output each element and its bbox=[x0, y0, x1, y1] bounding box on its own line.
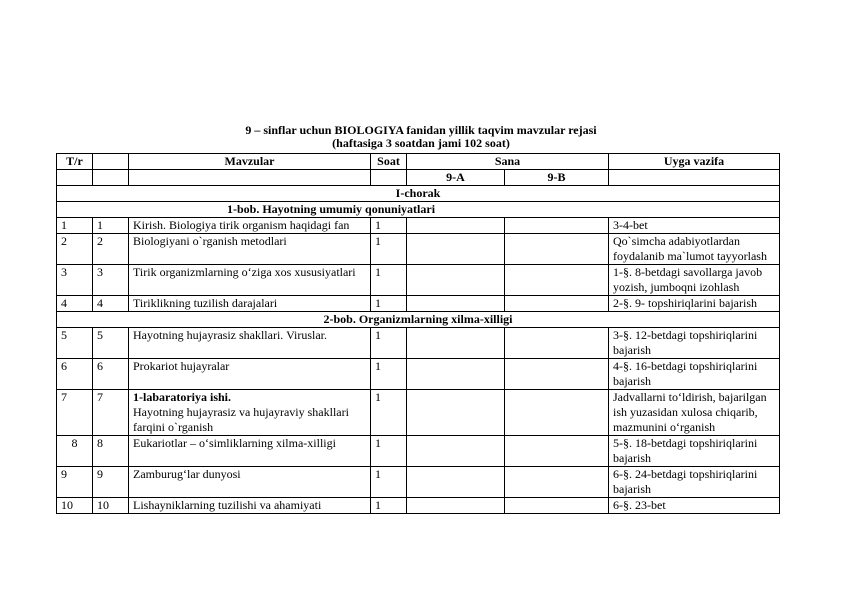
table-row bbox=[57, 467, 780, 498]
header-class-a: 9-A bbox=[407, 170, 505, 186]
header-mavzular: Mavzular bbox=[129, 154, 371, 170]
hours-cell: 1 bbox=[371, 359, 407, 390]
date-9b-cell bbox=[505, 234, 609, 265]
date-9b-cell bbox=[505, 390, 609, 436]
table-row bbox=[57, 359, 780, 390]
date-9a-cell bbox=[407, 328, 505, 359]
row-number: 1 bbox=[57, 218, 93, 234]
homework-cell: 3-§. 12-betdagi topshiriqlarini bajarish bbox=[609, 328, 780, 359]
plan-table bbox=[56, 153, 780, 514]
date-9b-cell bbox=[505, 296, 609, 312]
row-number: 4 bbox=[57, 296, 93, 312]
table-row bbox=[57, 218, 780, 234]
homework-cell: 6-§. 24-betdagi topshiriqlarini bajarish bbox=[609, 467, 780, 498]
lesson-number: 4 bbox=[93, 296, 129, 312]
table-row bbox=[57, 436, 780, 467]
header-row bbox=[57, 154, 780, 170]
date-9b-cell bbox=[505, 467, 609, 498]
date-9a-cell bbox=[407, 390, 505, 436]
topic-heading: 1-labaratoriya ishi. bbox=[133, 390, 231, 404]
table-row bbox=[57, 390, 780, 436]
topic-cell: Lishayniklarning tuzilishi va ahamiyati bbox=[129, 498, 371, 514]
homework-cell: 2-§. 9- topshiriqlarini bajarish bbox=[609, 296, 780, 312]
date-9b-cell bbox=[505, 436, 609, 467]
date-9a-cell bbox=[407, 436, 505, 467]
row-number: 8 bbox=[57, 436, 93, 467]
row-number: 6 bbox=[57, 359, 93, 390]
topic-cell: Zamburug‘lar dunyosi bbox=[129, 467, 371, 498]
document-subtitle: (haftasiga 3 soatdan jami 102 soat) bbox=[332, 136, 510, 150]
hours-cell: 1 bbox=[371, 467, 407, 498]
date-9a-cell bbox=[407, 218, 505, 234]
lesson-number: 1 bbox=[93, 218, 129, 234]
table-row bbox=[57, 265, 780, 296]
topic-cell: Hayotning hujayrasiz shakllari. Viruslar. bbox=[129, 328, 371, 359]
lesson-number: 7 bbox=[93, 390, 129, 436]
hours-cell: 1 bbox=[371, 218, 407, 234]
topic-cell: Tiriklikning tuzilish darajalari bbox=[129, 296, 371, 312]
homework-cell: Jadvallarni to‘ldirish, bajarilgan ish yuzasidan xulosa chiqarib, mazmunini o‘rganish bbox=[609, 390, 780, 436]
subheader-row bbox=[57, 170, 780, 186]
table-row bbox=[57, 328, 780, 359]
date-9b-cell bbox=[505, 498, 609, 514]
date-9a-cell bbox=[407, 359, 505, 390]
topic-cell: Prokariot hujayralar bbox=[129, 359, 371, 390]
table-row bbox=[57, 234, 780, 265]
homework-cell: Qo`simcha adabiyotlardan foydalanib ma`lumot tayyorlash bbox=[609, 234, 780, 265]
chapter-title: 1-bob. Hayotning umumiy qonuniyatlari bbox=[57, 202, 780, 218]
date-9a-cell bbox=[407, 234, 505, 265]
row-number: 3 bbox=[57, 265, 93, 296]
topic-cell: Biologiyani o`rganish metodlari bbox=[129, 234, 371, 265]
lesson-number: 8 bbox=[93, 436, 129, 467]
date-9a-cell bbox=[407, 498, 505, 514]
row-number: 10 bbox=[57, 498, 93, 514]
quarter-row bbox=[57, 186, 780, 202]
chapter-row bbox=[57, 312, 780, 328]
date-9a-cell bbox=[407, 265, 505, 296]
homework-cell: 6-§. 23-bet bbox=[609, 498, 780, 514]
date-9b-cell bbox=[505, 328, 609, 359]
header-tr: T/r bbox=[57, 154, 93, 170]
lesson-number: 6 bbox=[93, 359, 129, 390]
header-empty bbox=[93, 154, 129, 170]
table-row bbox=[57, 498, 780, 514]
hours-cell: 1 bbox=[371, 265, 407, 296]
hours-cell: 1 bbox=[371, 234, 407, 265]
header-soat: Soat bbox=[371, 154, 407, 170]
document-title: 9 – sinflar uchun BIOLOGIYA fanidan yillik taqvim mavzular rejasi bbox=[245, 123, 597, 137]
header-uyga-vazifa: Uyga vazifa bbox=[609, 154, 780, 170]
quarter-label: I-chorak bbox=[57, 186, 780, 202]
hours-cell: 1 bbox=[371, 296, 407, 312]
table-row bbox=[57, 296, 780, 312]
date-9a-cell bbox=[407, 296, 505, 312]
header-sana: Sana bbox=[407, 154, 609, 170]
hours-cell: 1 bbox=[371, 498, 407, 514]
homework-cell: 5-§. 18-betdagi topshiriqlarini bajarish bbox=[609, 436, 780, 467]
chapter-title: 2-bob. Organizmlarning xilma-xilligi bbox=[57, 312, 780, 328]
topic-cell: Kirish. Biologiya tirik organism haqidagi fan bbox=[129, 218, 371, 234]
hours-cell: 1 bbox=[371, 328, 407, 359]
topic-cell: Eukariotlar – o‘simliklarning xilma-xilligi bbox=[129, 436, 371, 467]
lesson-number: 5 bbox=[93, 328, 129, 359]
lesson-number: 9 bbox=[93, 467, 129, 498]
date-9b-cell bbox=[505, 265, 609, 296]
homework-cell: 1-§. 8-betdagi savollarga javob yozish, jumboqni izohlash bbox=[609, 265, 780, 296]
topic-cell bbox=[129, 390, 371, 436]
row-number: 7 bbox=[57, 390, 93, 436]
lesson-number: 10 bbox=[93, 498, 129, 514]
homework-cell: 3-4-bet bbox=[609, 218, 780, 234]
hours-cell: 1 bbox=[371, 390, 407, 436]
lesson-number: 3 bbox=[93, 265, 129, 296]
homework-cell: 4-§. 16-betdagi topshiriqlarini bajarish bbox=[609, 359, 780, 390]
row-number: 9 bbox=[57, 467, 93, 498]
header-class-b: 9-B bbox=[505, 170, 609, 186]
date-9a-cell bbox=[407, 467, 505, 498]
topic-cell: Tirik organizmlarning o‘ziga xos xususiyatlari bbox=[129, 265, 371, 296]
chapter-row bbox=[57, 202, 780, 218]
lesson-number: 2 bbox=[93, 234, 129, 265]
row-number: 5 bbox=[57, 328, 93, 359]
hours-cell: 1 bbox=[371, 436, 407, 467]
date-9b-cell bbox=[505, 218, 609, 234]
row-number: 2 bbox=[57, 234, 93, 265]
date-9b-cell bbox=[505, 359, 609, 390]
topic-text: Hayotning hujayrasiz va hujayraviy shakllari farqini o`rganish bbox=[133, 405, 349, 434]
